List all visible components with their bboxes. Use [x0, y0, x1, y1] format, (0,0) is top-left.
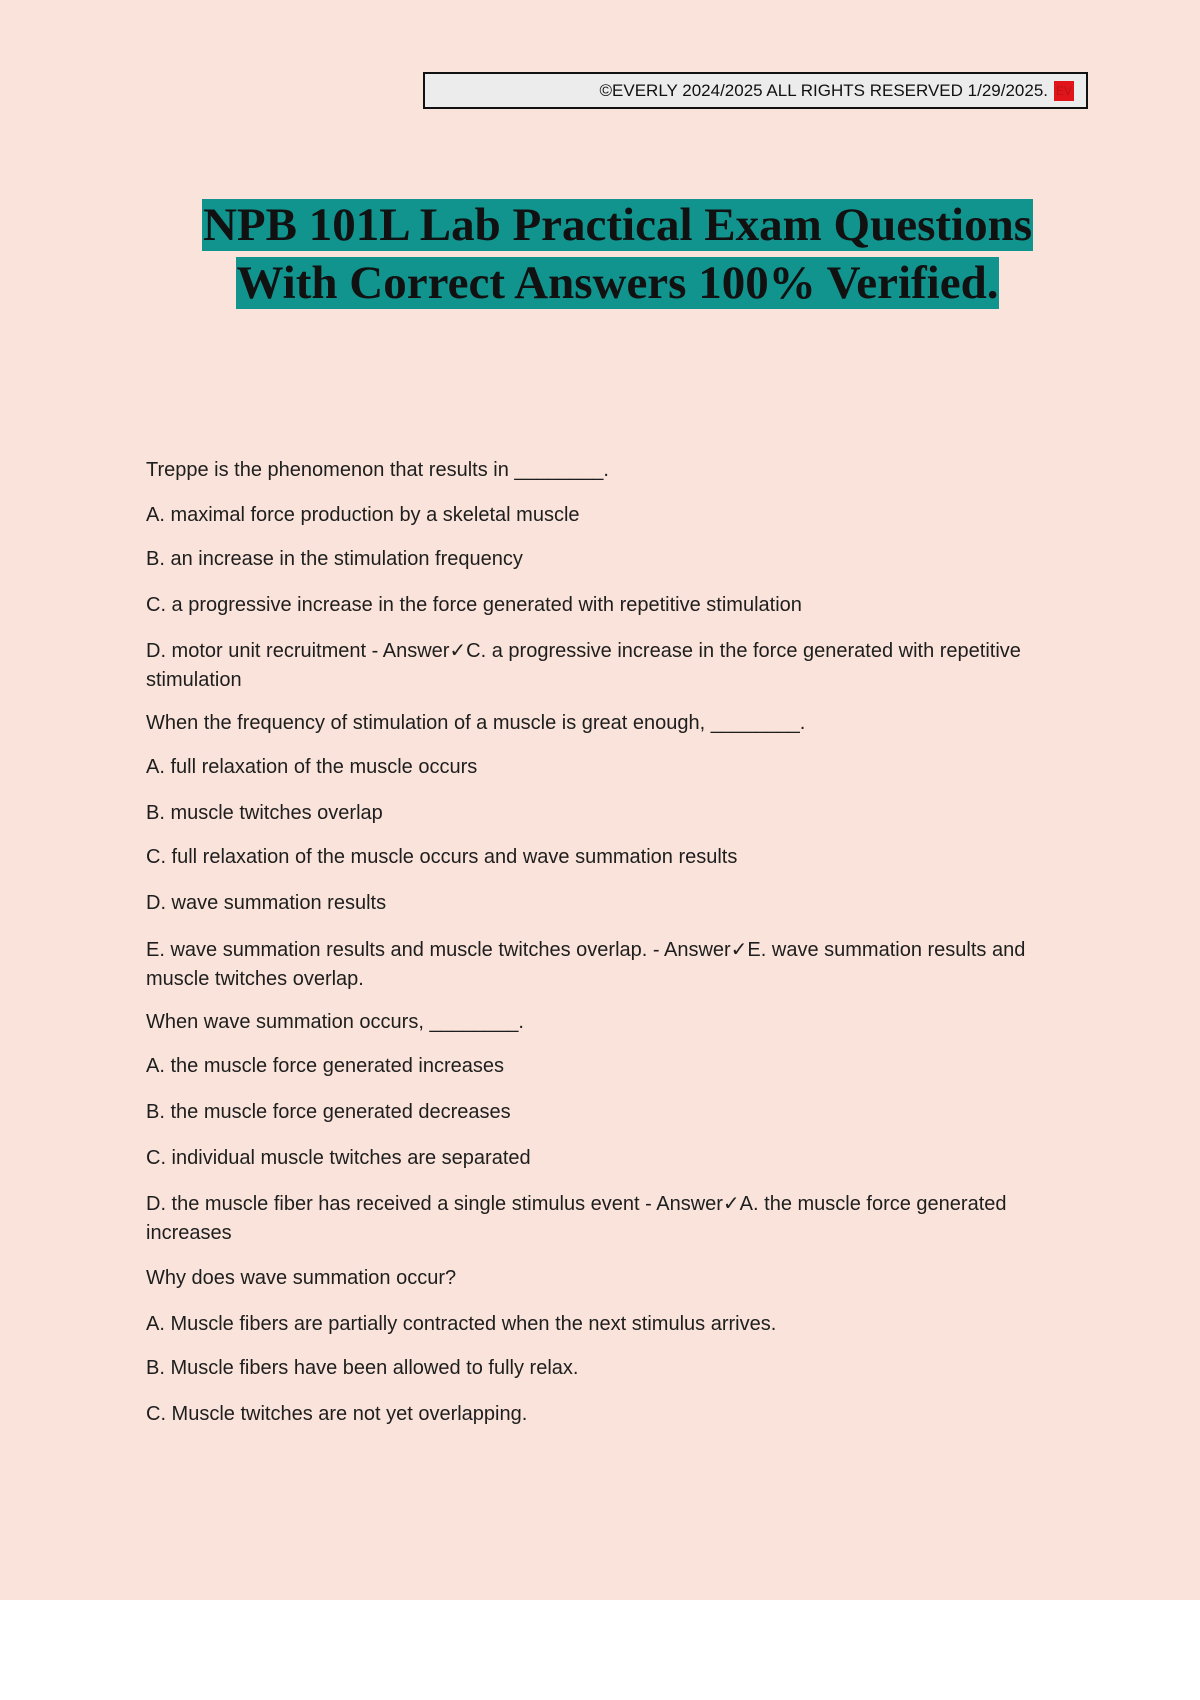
option-text: C. Muscle twitches are not yet overlapping.	[146, 1403, 528, 1425]
question-list	[146, 456, 1086, 1428]
option-text: B. the muscle force generated decreases	[146, 1101, 511, 1123]
question-text: Treppe is the phenomenon that results in ________.	[146, 459, 609, 481]
copyright-text: ©EVERLY 2024/2025 ALL RIGHTS RESERVED 1/29/2025.	[599, 80, 1048, 100]
option-text: B. muscle twitches overlap	[146, 802, 383, 824]
question-text: Why does wave summation occur?	[146, 1267, 457, 1289]
copyright-tag: EV	[1054, 81, 1074, 101]
option-text: A. full relaxation of the muscle occurs	[146, 756, 478, 778]
option-text: A. maximal force production by a skeletal muscle	[146, 504, 580, 526]
option-with-answer: D. motor unit recruitment - Answer✓C. a progressive increase in the force generated with repetitive stimulation	[146, 640, 1021, 691]
document-title	[0, 196, 1200, 312]
option-text: B. Muscle fibers have been allowed to fully relax.	[146, 1357, 579, 1379]
option-text: C. individual muscle twitches are separated	[146, 1147, 531, 1169]
option-with-answer: E. wave summation results and muscle twitches overlap. - Answer✓E. wave summation results and muscle twitches overlap.	[146, 939, 1026, 990]
question-text: When the frequency of stimulation of a muscle is great enough, ________.	[146, 712, 806, 734]
option-with-answer: D. the muscle fiber has received a single stimulus event - Answer✓A. the muscle force generated increases	[146, 1193, 1007, 1244]
title-line-1: NPB 101L Lab Practical Exam Questions	[202, 199, 1033, 251]
option-text: A. the muscle force generated increases	[146, 1055, 504, 1077]
title-line-2: With Correct Answers 100% Verified.	[236, 257, 999, 309]
option-text: C. full relaxation of the muscle occurs and wave summation results	[146, 846, 738, 868]
option-text: B. an increase in the stimulation frequency	[146, 548, 523, 570]
option-text: A. Muscle fibers are partially contracted when the next stimulus arrives.	[146, 1313, 777, 1335]
option-text: C. a progressive increase in the force generated with repetitive stimulation	[146, 594, 802, 616]
copyright-header	[423, 72, 1088, 109]
question-text: When wave summation occurs, ________.	[146, 1011, 524, 1033]
option-text: D. wave summation results	[146, 892, 387, 914]
